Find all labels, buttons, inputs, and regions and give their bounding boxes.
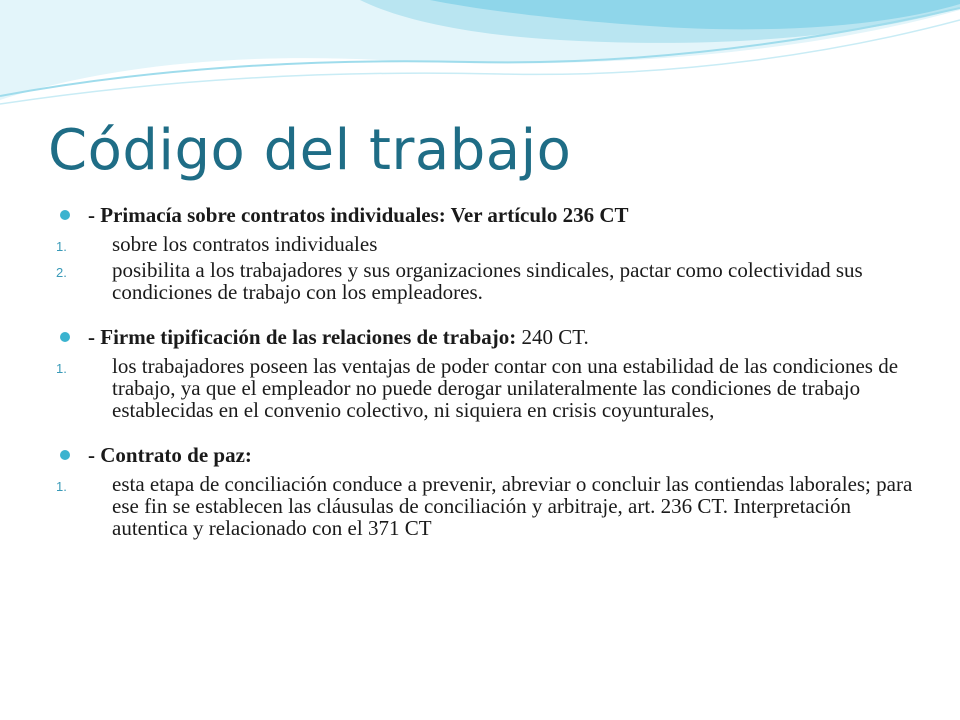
list-item-text: sobre los contratos individuales <box>112 232 378 256</box>
section-heading-bold: - Contrato de paz: <box>88 443 252 467</box>
section-tipificacion <box>56 326 916 421</box>
section-heading-bold: - Primacía sobre contratos individuales: Ver artículo 236 CT <box>88 203 629 227</box>
list-item-number: 1. <box>56 361 67 376</box>
section-heading <box>56 444 916 466</box>
list-item-text: los trabajadores poseen las ventajas de poder contar con una estabilidad de las condiciones de trabajo, ya que el empleador no puede derogar unilateralmente las condiciones de trabajo establecidas en el convenio colectivo, ni siquiera en crisis coyunturales, <box>112 354 899 422</box>
list-item <box>56 473 916 539</box>
list-item-text: posibilita a los trabajadores y sus organizaciones sindicales, pactar como colectividad sus condiciones de trabajo con los empleadores. <box>112 258 863 304</box>
slide-title: Código del trabajo <box>48 118 572 183</box>
list-item <box>56 259 916 303</box>
list-item <box>56 233 916 255</box>
list-item-number: 1. <box>56 239 67 254</box>
bullet-icon <box>60 450 70 460</box>
bullet-icon <box>60 332 70 342</box>
section-heading <box>56 326 916 348</box>
section-heading-rest: 240 CT. <box>516 325 589 349</box>
list-item-text: esta etapa de conciliación conduce a prevenir, abreviar o concluir las contiendas laborales; para ese fin se establecen las cláusulas de conciliación y arbitraje, art. 236 CT. Interpretación autentica y relacionado con el 371 CT <box>112 472 913 540</box>
list-item-number: 2. <box>56 265 67 280</box>
slide-body <box>56 204 916 562</box>
section-primacia <box>56 204 916 303</box>
section-contrato-paz <box>56 444 916 539</box>
list-item-number: 1. <box>56 479 67 494</box>
list-item <box>56 355 916 421</box>
bullet-icon <box>60 210 70 220</box>
section-heading-bold: - Firme tipificación de las relaciones de trabajo: <box>88 325 517 349</box>
section-heading <box>56 204 916 226</box>
